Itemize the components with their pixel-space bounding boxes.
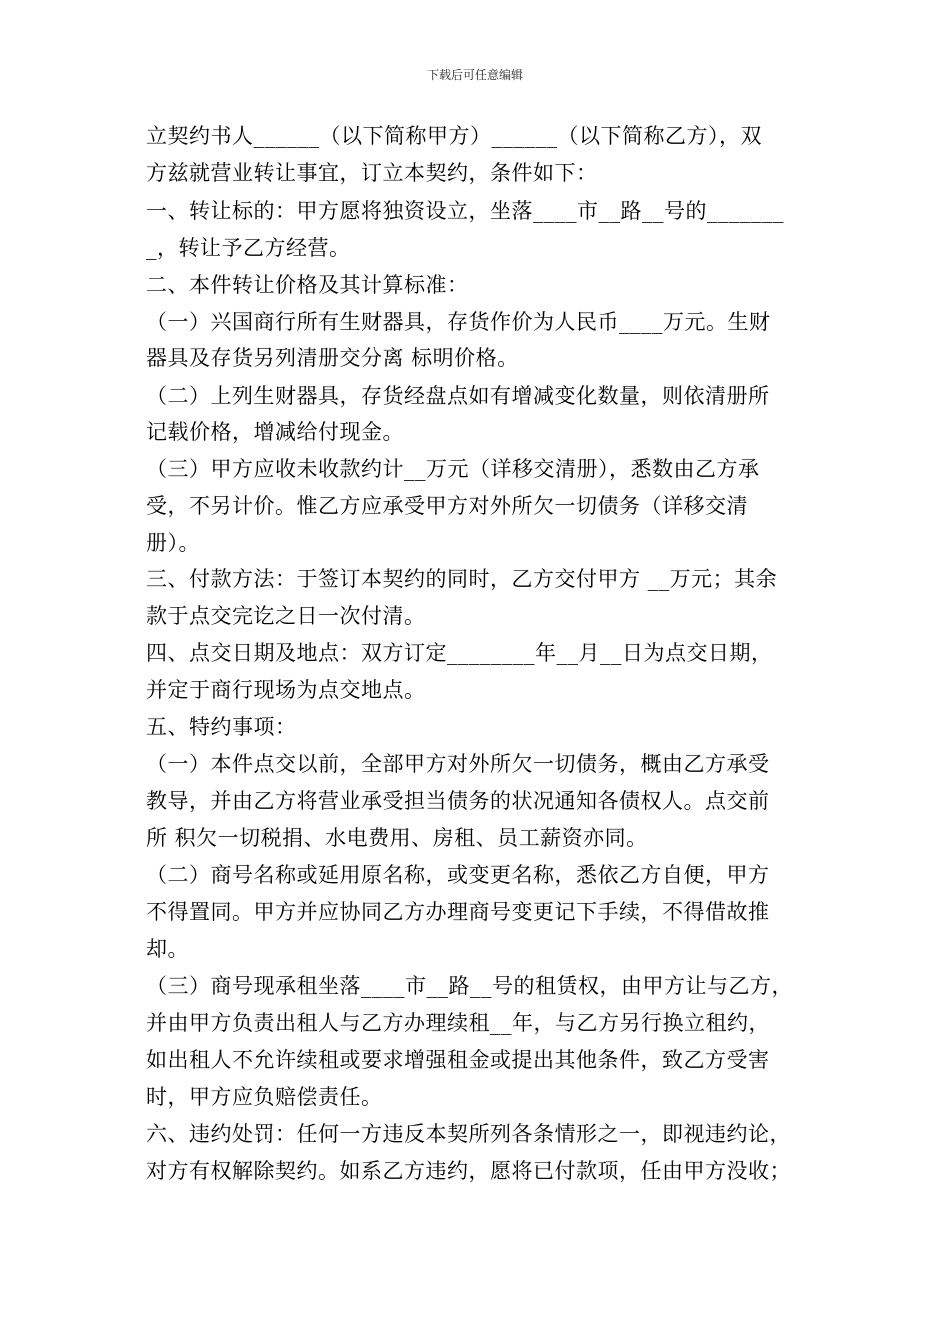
text-line: （一）本件点交以前，全部甲方对外所欠一切债务，概由乙方承受 — [146, 752, 770, 776]
text-line: 不得置同。甲方并应协同乙方办理商号变更记下手续，不得借故推 — [146, 900, 770, 924]
text-line: 受，不另计价。惟乙方应承受甲方对外所欠一切债务（详移交清 — [146, 494, 748, 518]
text-line: 所 积欠一切税捐、水电费用、房租、员工薪资亦同。 — [146, 826, 648, 850]
text-line: 教导，并由乙方将营业承受担当债务的状况通知各债权人。点交前 — [146, 789, 770, 813]
text-line: 如出租人不允许续租或要求增强租金或提出其他条件，致乙方受害 — [146, 1048, 770, 1072]
text-line: （一）兴国商行所有生财器具，存货作价为人民币____万元。生财 — [146, 310, 771, 334]
text-line: 四、点交日期及地点：双方订定________年__月__日为点交日期， — [146, 641, 773, 665]
text-line: （二）上列生财器具，存货经盘点如有增减变化数量，则依清册所 — [146, 384, 770, 408]
text-line: 并定于商行现场为点交地点。 — [146, 678, 426, 702]
text-line: （三）商号现承租坐落____市__路__号的租赁权，由甲方让与乙方， — [146, 974, 793, 998]
text-line: 方兹就营业转让事宜，订立本契约，条件如下： — [146, 161, 598, 185]
text-line: 记载价格，增减给付现金。 — [146, 420, 404, 444]
text-line: _，转让予乙方经营。 — [146, 236, 351, 260]
text-line: 器具及存货另列清册交分离 标明价格。 — [146, 346, 519, 370]
text-line: 却。 — [146, 937, 189, 961]
text-line: 册）。 — [146, 531, 200, 555]
text-line: （二）商号名称或延用原名称，或变更名称，悉依乙方自便，甲方 — [146, 863, 770, 887]
text-line: 二、本件转让价格及其计算标准： — [146, 273, 469, 297]
page-header: 下载后可任意编辑 — [426, 68, 523, 82]
text-line: 立契约书人______（以下简称甲方）______（以下简称乙方），双 — [146, 124, 762, 148]
text-line: 五、特约事项： — [146, 715, 297, 739]
text-line: 六、违约处罚：任何一方违反本契所列各条情形之一，即视违约论， — [146, 1122, 791, 1146]
text-line: （三）甲方应收未收款约计__万元（详移交清册），悉数由乙方承 — [146, 457, 760, 481]
text-line: 对方有权解除契约。如系乙方违约，愿将已付款项，任由甲方没收； — [146, 1159, 791, 1183]
text-line: 款于点交完讫之日一次付清。 — [146, 604, 426, 628]
text-line: 时，甲方应负赔偿责任。 — [146, 1085, 383, 1109]
text-line: 一、转让标的：甲方愿将独资设立，坐落____市__路__号的_______ — [146, 199, 784, 223]
text-line: 并由甲方负责出租人与乙方办理续租__年，与乙方另行换立租约， — [146, 1011, 770, 1035]
text-line: 三、付款方法：于签订本契约的同时，乙方交付甲方 __万元；其余 — [146, 567, 778, 591]
